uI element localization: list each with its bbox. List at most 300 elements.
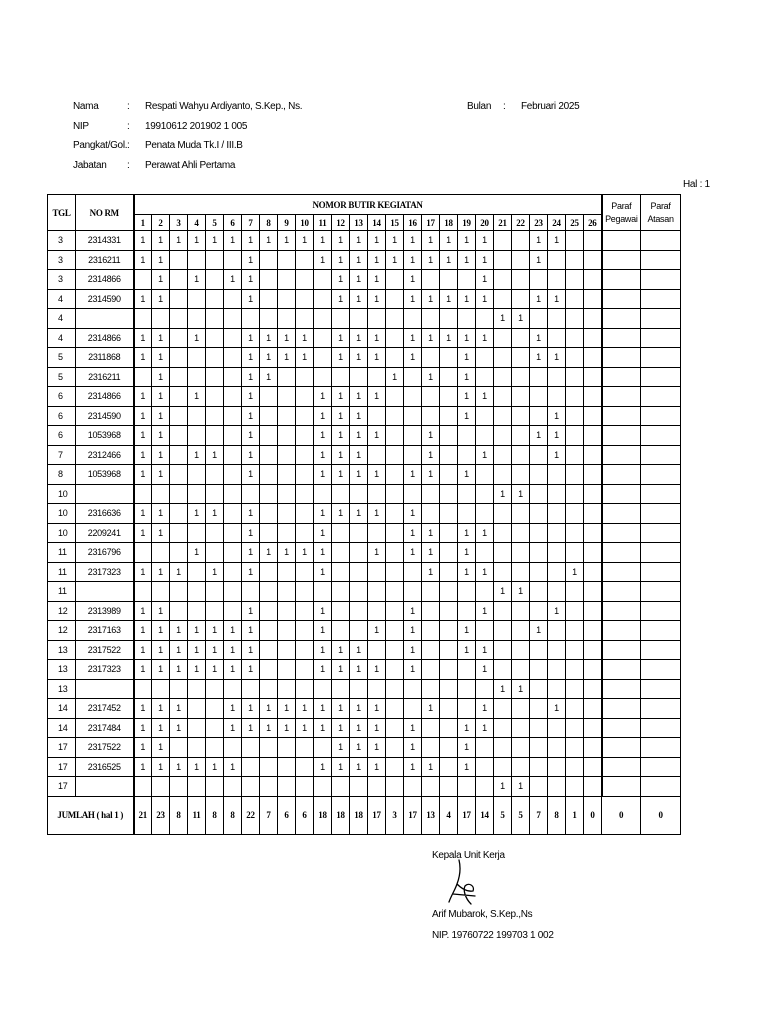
cell-mark [386, 640, 404, 660]
totals-label: JUMLAH ( hal 1 ) [48, 796, 134, 834]
cell-mark: 1 [242, 426, 260, 446]
cell-mark [170, 777, 188, 797]
cell-mark: 1 [368, 718, 386, 738]
cell-mark: 1 [350, 270, 368, 290]
cell-mark [152, 543, 170, 563]
col-number: 2 [152, 215, 170, 231]
cell-mark [152, 484, 170, 504]
table-row [48, 562, 681, 582]
cell-mark [296, 367, 314, 387]
cell-mark [350, 679, 368, 699]
cell-mark [386, 328, 404, 348]
cell-mark [584, 640, 602, 660]
cell-mark [296, 660, 314, 680]
col-number: 24 [548, 215, 566, 231]
cell-mark: 1 [242, 621, 260, 641]
cell-mark: 1 [170, 718, 188, 738]
cell-mark [206, 348, 224, 368]
cell-paraf-pegawai [602, 426, 641, 446]
cell-mark: 1 [404, 523, 422, 543]
cell-paraf-atasan [641, 543, 681, 563]
cell-mark [512, 387, 530, 407]
cell-mark: 1 [188, 621, 206, 641]
cell-mark: 1 [188, 757, 206, 777]
cell-mark: 1 [134, 660, 152, 680]
cell-mark [494, 231, 512, 251]
cell-mark: 1 [134, 562, 152, 582]
cell-mark [512, 348, 530, 368]
cell-mark [188, 406, 206, 426]
signature-title: Kepala Unit Kerja [432, 850, 505, 861]
cell-mark [530, 445, 548, 465]
cell-mark: 1 [332, 250, 350, 270]
cell-mark [260, 621, 278, 641]
cell-mark [260, 504, 278, 524]
cell-mark [224, 289, 242, 309]
cell-mark [368, 601, 386, 621]
cell-mark [206, 699, 224, 719]
cell-mark: 1 [134, 738, 152, 758]
cell-mark: 1 [314, 504, 332, 524]
cell-mark: 1 [332, 640, 350, 660]
signature-nip: NIP. 19760722 199703 1 002 [432, 930, 554, 941]
cell-mark [296, 465, 314, 485]
cell-paraf-pegawai [602, 231, 641, 251]
cell-mark: 1 [134, 718, 152, 738]
cell-mark: 1 [476, 445, 494, 465]
table-row [48, 718, 681, 738]
cell-mark [386, 484, 404, 504]
cell-mark: 1 [314, 562, 332, 582]
cell-mark [422, 738, 440, 758]
cell-mark [404, 367, 422, 387]
cell-mark [278, 679, 296, 699]
cell-mark [296, 777, 314, 797]
total-value: 17 [458, 796, 476, 834]
cell-mark: 1 [422, 231, 440, 251]
cell-mark: 1 [314, 699, 332, 719]
cell-mark: 1 [206, 504, 224, 524]
cell-mark [386, 621, 404, 641]
cell-mark: 1 [170, 621, 188, 641]
cell-mark: 1 [152, 523, 170, 543]
cell-mark: 1 [332, 660, 350, 680]
cell-mark: 1 [404, 348, 422, 368]
cell-mark: 1 [494, 484, 512, 504]
cell-mark: 1 [458, 718, 476, 738]
cell-mark [386, 777, 404, 797]
field-jabatan [73, 160, 373, 174]
cell-tgl: 12 [48, 621, 76, 641]
cell-mark [458, 504, 476, 524]
cell-mark: 1 [512, 777, 530, 797]
cell-mark: 1 [260, 718, 278, 738]
cell-mark [260, 465, 278, 485]
cell-mark [494, 718, 512, 738]
cell-mark: 1 [458, 348, 476, 368]
cell-mark [530, 757, 548, 777]
cell-mark [170, 250, 188, 270]
cell-mark: 1 [242, 699, 260, 719]
cell-mark [566, 504, 584, 524]
cell-mark [278, 523, 296, 543]
cell-mark: 1 [422, 562, 440, 582]
cell-mark [584, 270, 602, 290]
cell-mark: 1 [242, 601, 260, 621]
cell-mark [476, 484, 494, 504]
cell-mark: 1 [476, 270, 494, 290]
cell-paraf-pegawai [602, 621, 641, 641]
cell-mark [404, 426, 422, 446]
cell-mark: 1 [314, 601, 332, 621]
cell-mark [512, 504, 530, 524]
cell-mark: 1 [242, 270, 260, 290]
cell-mark [458, 699, 476, 719]
cell-rm: 2317323 [76, 562, 134, 582]
cell-mark: 1 [260, 543, 278, 563]
cell-mark [260, 679, 278, 699]
col-number: 26 [584, 215, 602, 231]
cell-mark [314, 289, 332, 309]
cell-mark: 1 [206, 640, 224, 660]
cell-mark: 1 [152, 231, 170, 251]
cell-mark [458, 445, 476, 465]
cell-mark [278, 738, 296, 758]
cell-mark [494, 445, 512, 465]
cell-paraf-pegawai [602, 504, 641, 524]
cell-mark [206, 250, 224, 270]
cell-mark [584, 660, 602, 680]
cell-mark [206, 484, 224, 504]
cell-mark [224, 426, 242, 446]
cell-mark: 1 [134, 231, 152, 251]
cell-mark: 1 [224, 660, 242, 680]
col-number: 21 [494, 215, 512, 231]
cell-mark [404, 582, 422, 602]
cell-mark: 1 [332, 387, 350, 407]
col-number: 18 [440, 215, 458, 231]
cell-mark [170, 348, 188, 368]
cell-mark: 1 [422, 523, 440, 543]
cell-mark [530, 562, 548, 582]
cell-mark [170, 328, 188, 348]
cell-mark [170, 738, 188, 758]
cell-mark: 1 [188, 387, 206, 407]
cell-paraf-pegawai [602, 348, 641, 368]
cell-mark: 1 [152, 426, 170, 446]
cell-mark [404, 777, 422, 797]
cell-mark: 1 [134, 328, 152, 348]
cell-mark [548, 757, 566, 777]
field-label: Pangkat/Gol. [73, 140, 128, 151]
handwritten-signature [445, 858, 485, 908]
cell-mark [314, 348, 332, 368]
field-value: Februari 2025 [521, 101, 580, 112]
cell-mark [296, 757, 314, 777]
cell-mark [530, 504, 548, 524]
cell-mark: 1 [224, 699, 242, 719]
cell-mark [314, 738, 332, 758]
cell-mark [530, 367, 548, 387]
cell-rm: 2316211 [76, 367, 134, 387]
cell-paraf-pegawai [602, 757, 641, 777]
cell-mark [548, 582, 566, 602]
cell-mark: 1 [476, 699, 494, 719]
cell-mark [422, 601, 440, 621]
cell-tgl: 3 [48, 250, 76, 270]
cell-mark: 1 [494, 582, 512, 602]
cell-mark: 1 [224, 757, 242, 777]
cell-mark [512, 270, 530, 290]
cell-mark [548, 718, 566, 738]
cell-mark [134, 679, 152, 699]
total-value: 5 [494, 796, 512, 834]
cell-paraf-atasan [641, 699, 681, 719]
table-row [48, 387, 681, 407]
total-value: 8 [224, 796, 242, 834]
cell-mark [224, 406, 242, 426]
field-value: Penata Muda Tk.I / III.B [145, 140, 243, 151]
cell-rm: 2317163 [76, 621, 134, 641]
total-value: 8 [206, 796, 224, 834]
cell-mark: 1 [404, 504, 422, 524]
cell-mark [170, 523, 188, 543]
cell-paraf-atasan [641, 718, 681, 738]
cell-mark [134, 367, 152, 387]
cell-mark [404, 679, 422, 699]
cell-mark: 1 [242, 465, 260, 485]
cell-mark [512, 718, 530, 738]
cell-mark: 1 [548, 445, 566, 465]
field-value: 19910612 201902 1 005 [145, 121, 248, 132]
col-number: 1 [134, 215, 152, 231]
cell-mark [278, 582, 296, 602]
cell-mark [566, 699, 584, 719]
cell-rm: 2314590 [76, 289, 134, 309]
cell-mark: 1 [494, 777, 512, 797]
cell-paraf-atasan [641, 387, 681, 407]
cell-paraf-pegawai [602, 660, 641, 680]
cell-mark [476, 738, 494, 758]
cell-mark: 1 [368, 621, 386, 641]
cell-tgl: 17 [48, 777, 76, 797]
cell-mark: 1 [476, 562, 494, 582]
cell-mark [584, 543, 602, 563]
cell-mark: 1 [350, 465, 368, 485]
cell-paraf-atasan [641, 621, 681, 641]
cell-tgl: 11 [48, 582, 76, 602]
cell-mark: 1 [566, 562, 584, 582]
cell-mark [278, 465, 296, 485]
cell-mark [206, 328, 224, 348]
cell-mark [494, 523, 512, 543]
cell-mark: 1 [242, 445, 260, 465]
table-row [48, 523, 681, 543]
cell-paraf-pegawai [602, 582, 641, 602]
cell-mark: 1 [134, 426, 152, 446]
cell-mark: 1 [134, 465, 152, 485]
cell-mark [584, 250, 602, 270]
cell-mark [404, 406, 422, 426]
cell-mark [386, 406, 404, 426]
cell-mark [224, 309, 242, 329]
cell-mark [404, 562, 422, 582]
cell-mark: 1 [422, 367, 440, 387]
col-header-paraf-atasan [641, 195, 681, 231]
cell-paraf-pegawai [602, 289, 641, 309]
cell-mark: 1 [548, 289, 566, 309]
cell-mark: 1 [422, 445, 440, 465]
cell-mark [206, 777, 224, 797]
cell-mark [134, 582, 152, 602]
cell-mark [422, 640, 440, 660]
cell-mark [242, 777, 260, 797]
cell-mark: 1 [152, 660, 170, 680]
cell-mark: 1 [476, 523, 494, 543]
cell-mark: 1 [404, 328, 422, 348]
cell-mark [260, 660, 278, 680]
cell-mark [512, 465, 530, 485]
cell-mark [278, 484, 296, 504]
cell-paraf-pegawai [602, 328, 641, 348]
cell-mark [584, 601, 602, 621]
cell-mark [566, 445, 584, 465]
cell-mark [548, 250, 566, 270]
cell-mark: 1 [206, 757, 224, 777]
cell-mark [476, 406, 494, 426]
col-number: 4 [188, 215, 206, 231]
cell-mark: 1 [350, 640, 368, 660]
cell-mark [332, 367, 350, 387]
field-value: Perawat Ahli Pertama [145, 160, 236, 171]
cell-mark [170, 543, 188, 563]
cell-tgl: 8 [48, 465, 76, 485]
cell-mark: 1 [242, 289, 260, 309]
cell-mark [512, 562, 530, 582]
cell-mark: 1 [458, 328, 476, 348]
cell-mark [566, 484, 584, 504]
cell-paraf-atasan [641, 328, 681, 348]
cell-mark: 1 [242, 387, 260, 407]
cell-mark: 1 [386, 367, 404, 387]
cell-mark [296, 484, 314, 504]
cell-mark [260, 777, 278, 797]
cell-mark: 1 [314, 406, 332, 426]
cell-mark: 1 [188, 231, 206, 251]
total-value: 6 [278, 796, 296, 834]
cell-mark [224, 777, 242, 797]
cell-mark: 1 [404, 757, 422, 777]
cell-mark [584, 426, 602, 446]
total-value: 3 [386, 796, 404, 834]
cell-mark [494, 348, 512, 368]
cell-mark [512, 289, 530, 309]
cell-mark [170, 289, 188, 309]
cell-paraf-atasan [641, 640, 681, 660]
cell-mark: 1 [350, 718, 368, 738]
cell-mark: 1 [476, 640, 494, 660]
cell-mark [584, 757, 602, 777]
cell-mark: 1 [350, 660, 368, 680]
total-value: 7 [530, 796, 548, 834]
cell-paraf-pegawai [602, 367, 641, 387]
cell-mark [368, 640, 386, 660]
cell-mark [296, 387, 314, 407]
cell-mark: 1 [368, 289, 386, 309]
cell-mark [224, 328, 242, 348]
cell-mark: 1 [422, 328, 440, 348]
cell-mark [332, 523, 350, 543]
cell-mark [566, 582, 584, 602]
cell-mark [260, 562, 278, 582]
cell-mark: 1 [476, 250, 494, 270]
cell-mark [332, 601, 350, 621]
cell-mark [170, 426, 188, 446]
cell-mark: 1 [152, 367, 170, 387]
cell-paraf-atasan [641, 309, 681, 329]
total-value: 0 [602, 796, 641, 834]
cell-mark: 1 [206, 562, 224, 582]
cell-mark [548, 523, 566, 543]
cell-mark [440, 426, 458, 446]
cell-mark [512, 543, 530, 563]
cell-mark [512, 621, 530, 641]
col-number: 11 [314, 215, 332, 231]
cell-mark [206, 406, 224, 426]
cell-mark: 1 [260, 699, 278, 719]
cell-tgl: 5 [48, 367, 76, 387]
cell-mark [368, 562, 386, 582]
cell-mark [530, 387, 548, 407]
cell-mark [476, 504, 494, 524]
cell-mark [440, 660, 458, 680]
cell-mark: 1 [458, 562, 476, 582]
cell-mark: 1 [206, 621, 224, 641]
cell-mark [224, 523, 242, 543]
cell-mark: 1 [278, 348, 296, 368]
cell-rm: 1053968 [76, 426, 134, 446]
cell-mark [494, 270, 512, 290]
cell-mark: 1 [296, 718, 314, 738]
field-pangkat [73, 140, 373, 154]
cell-mark [404, 484, 422, 504]
cell-mark [350, 367, 368, 387]
cell-mark: 1 [332, 328, 350, 348]
cell-mark [530, 484, 548, 504]
cell-tgl: 10 [48, 523, 76, 543]
paraf-label: Paraf [650, 200, 671, 211]
cell-mark [242, 679, 260, 699]
cell-mark [512, 660, 530, 680]
cell-mark: 1 [188, 445, 206, 465]
cell-mark: 1 [530, 328, 548, 348]
cell-mark [332, 484, 350, 504]
cell-mark [386, 699, 404, 719]
cell-mark: 1 [368, 660, 386, 680]
cell-mark: 1 [152, 348, 170, 368]
total-value: 23 [152, 796, 170, 834]
cell-rm: 2317484 [76, 718, 134, 738]
table-row [48, 270, 681, 290]
cell-mark [494, 367, 512, 387]
cell-mark [530, 640, 548, 660]
cell-mark [530, 718, 548, 738]
cell-mark [584, 484, 602, 504]
cell-mark: 1 [260, 231, 278, 251]
cell-mark [584, 367, 602, 387]
cell-mark: 1 [404, 738, 422, 758]
cell-mark [440, 718, 458, 738]
